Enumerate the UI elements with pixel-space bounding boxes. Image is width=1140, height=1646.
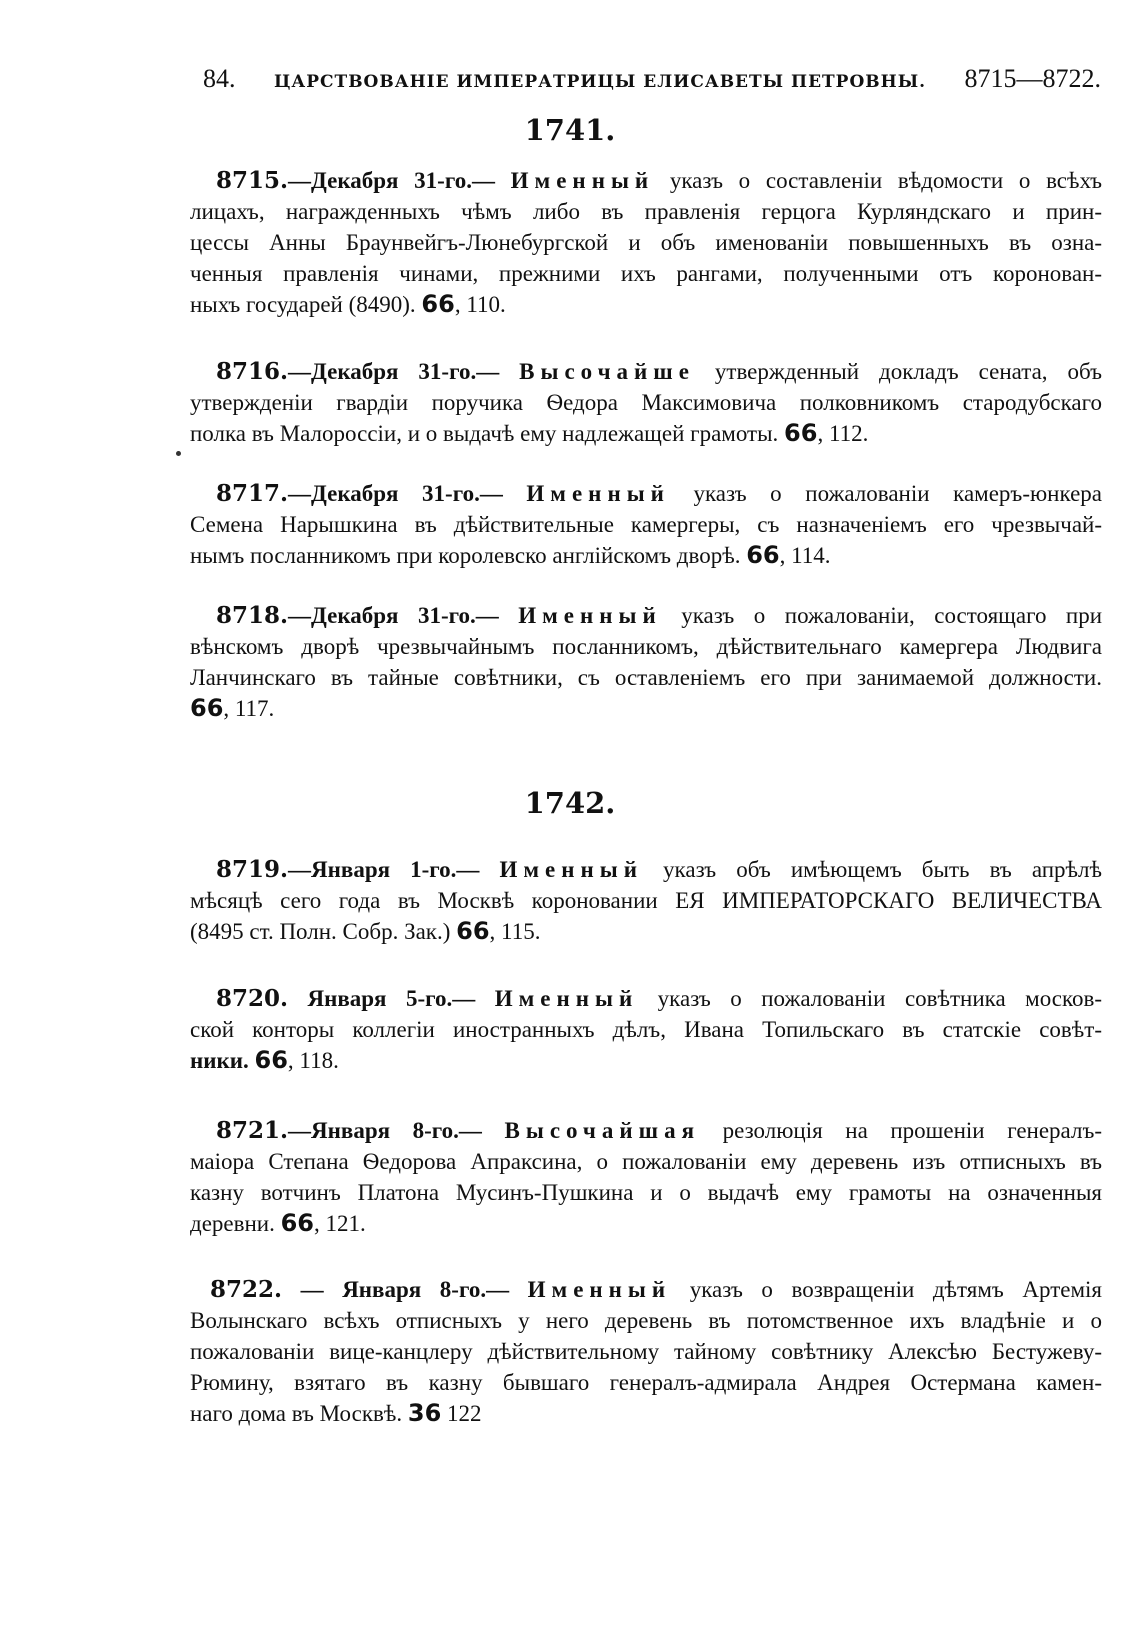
- entry-8717: [190, 478, 1102, 571]
- entry-line: [190, 1045, 1102, 1076]
- page-reference: , 118.: [287, 1048, 339, 1073]
- entry-number: 8720.: [216, 985, 289, 1012]
- entry-line: [190, 1398, 1102, 1429]
- entry-line: лицахъ, награжденныхъ чѣмъ либо въ правленiя герцога Курляндскаго и прин-: [190, 199, 1102, 224]
- entry-line: [190, 916, 1102, 947]
- speck-mark: [176, 451, 181, 456]
- entry-8718: [190, 600, 1102, 724]
- entry-line: [190, 1115, 1102, 1146]
- entry-date: —Декабря 31-го.—: [288, 359, 500, 384]
- entry-line: утвержденiи гвардiи поручика Ѳедора Максимовича полковникомъ стародубскаго: [190, 390, 1102, 415]
- page-reference: , 121.: [314, 1211, 366, 1236]
- page-reference: , 117.: [223, 696, 275, 721]
- entry-text: указъ о пожалованiи камеръ-юнкера: [693, 481, 1102, 506]
- entry-8719: [190, 854, 1102, 947]
- entry-8720: [190, 983, 1102, 1076]
- entry-line: Волынскаго всѣхъ отписныхъ у него деревень въ потомственное ихъ владѣнiе и о: [190, 1308, 1102, 1333]
- entry-line: [190, 693, 1102, 724]
- entry-text: резолюцiя на прошенiи генералъ-: [722, 1118, 1102, 1143]
- entry-8721: [190, 1115, 1102, 1239]
- entry-date: —Января 1-го.—: [288, 857, 480, 882]
- year-heading-1741: 1741.: [524, 113, 616, 147]
- entry-line: казну вотчинъ Платона Мусинъ-Пушкина и о выдачѣ ему грамоты на означенныя: [190, 1180, 1102, 1205]
- volume-number: 66: [280, 1209, 315, 1237]
- entry-line: [190, 1208, 1102, 1239]
- volume-number: 36: [407, 1399, 442, 1427]
- entry-text: указъ о возвращенiи дѣтямъ Артемiя: [689, 1277, 1102, 1302]
- entry-8716: [190, 356, 1102, 449]
- entry-text: утвержденный докладъ сената, объ: [714, 359, 1102, 384]
- entry-date: Января 5-го.—: [288, 986, 476, 1011]
- entry-number: 8718.: [216, 602, 289, 629]
- entry-line: [190, 854, 1102, 885]
- entry-8722: [190, 1274, 1102, 1429]
- entry-kind: Высочайше: [519, 359, 695, 384]
- entry-line: [190, 983, 1102, 1014]
- page-reference: , 114.: [779, 543, 831, 568]
- entry-kind: Именный: [499, 857, 643, 882]
- entry-text: указъ о пожалованiи совѣтника москов-: [657, 986, 1103, 1011]
- page-reference: , 110.: [454, 292, 506, 317]
- entry-date: —Декабря 31-го.—: [288, 168, 495, 193]
- volume-number: 66: [746, 541, 780, 569]
- entry-line: цессы Анны Браунвейгъ-Люнебургской и объ именованiи повышенныхъ въ озна-: [190, 230, 1102, 255]
- entry-range: 8715—8722.: [964, 64, 1101, 93]
- entry-number: 8717.: [216, 480, 289, 507]
- entry-kind: Именный: [526, 481, 670, 506]
- entry-text: указъ объ имѣющемъ быть въ апрѣлѣ: [663, 857, 1102, 882]
- entry-text: (8495 ст. Полн. Собр. Зак.): [190, 919, 451, 944]
- entry-text: нымъ посланникомъ при королевско англiйскомъ дворѣ.: [190, 543, 741, 568]
- entry-number: 8719.: [216, 856, 289, 883]
- entry-kind: Именный: [510, 168, 655, 193]
- entry-line: маiора Степана Ѳедорова Апраксина, о пожалованiи ему деревень изъ отписныхъ въ: [190, 1149, 1102, 1174]
- entry-line: [190, 165, 1102, 196]
- entry-line: Семена Нарышкина въ дѣйствительные камергеры, съ назначенiемъ его чрезвычай-: [190, 512, 1102, 537]
- running-title: ЦАРСТВОВАНIЕ ИМПЕРАТРИЦЫ ЕЛИСАВЕТЫ ПЕТРОВНЫ.: [273, 72, 927, 92]
- entry-line: ской конторы коллегiи иностранныхъ дѣлъ, Ивана Топильскаго въ статскiе совѣт-: [190, 1017, 1102, 1042]
- entry-number: 8715.: [216, 167, 289, 194]
- entry-line: [190, 1274, 1102, 1305]
- entry-line: Рюмину, взятаго въ казну бывшаго генералъ-адмирала Андрея Остермана камен-: [190, 1370, 1102, 1395]
- entry-number: 8722.: [210, 1276, 283, 1303]
- volume-number: 66: [421, 290, 455, 318]
- entry-line: вѣнскомъ дворѣ чрезвычайнымъ посланникомъ, дѣйствительнаго камергера Людвига: [190, 634, 1102, 659]
- volume-number: 66: [456, 917, 490, 945]
- entry-text: наго дома въ Москвѣ.: [190, 1401, 403, 1426]
- entry-line: пожалованiи вице-канцлеру дѣйствительному тайному совѣтнику Алексѣю Бестужеву-: [190, 1339, 1102, 1364]
- entry-number: 8716.: [216, 358, 289, 385]
- entry-text: деревни.: [190, 1211, 275, 1236]
- entry-kind: Именный: [518, 603, 662, 628]
- entry-line: ченныя правленiя чинами, прежними ихъ рангами, полученными отъ коронован-: [190, 261, 1102, 286]
- entry-number: 8721.: [216, 1117, 289, 1144]
- entry-line: мѣсяцѣ сего года въ Москвѣ короновании ЕЯ ИМПЕРАТОРСКАГО ВЕЛИЧЕСТВА: [190, 888, 1102, 913]
- entry-line: [190, 418, 1102, 449]
- volume-number: 66: [190, 694, 224, 722]
- entry-line: [190, 540, 1102, 571]
- entry-8715: [190, 165, 1102, 320]
- entry-kind: Высочайшая: [504, 1118, 701, 1143]
- entry-kind: Именный: [494, 986, 639, 1011]
- entry-line: [190, 478, 1102, 509]
- page-number: 84.: [203, 64, 236, 93]
- entry-text: ныхъ государей (8490).: [190, 292, 416, 317]
- entry-date: — Января 8-го.—: [282, 1277, 510, 1302]
- entry-text: указъ о составленiи вѣдомости о всѣхъ: [669, 168, 1103, 193]
- page-reference: 122: [441, 1401, 482, 1426]
- volume-number: 66: [254, 1046, 288, 1074]
- entry-text: ники.: [190, 1048, 249, 1073]
- entry-line: Ланчинскаго въ тайные совѣтники, съ оставленiемъ его при занимаемой должности.: [190, 665, 1102, 690]
- page-header: [203, 64, 1101, 104]
- entry-date: —Декабря 31-го.—: [288, 603, 499, 628]
- volume-number: 66: [784, 419, 818, 447]
- entry-text: указъ о пожалованiи, состоящаго при: [681, 603, 1103, 628]
- entry-date: —Декабря 31-го.—: [288, 481, 503, 506]
- entry-line: [190, 356, 1102, 387]
- page-reference: , 112.: [817, 421, 869, 446]
- entry-line: [190, 289, 1102, 320]
- entry-line: [190, 600, 1102, 631]
- page-reference: , 115.: [489, 919, 541, 944]
- year-heading-1742: 1742.: [524, 786, 616, 820]
- entry-text: полка въ Малороссiи, и о выдачѣ ему надлежащей грамоты.: [190, 421, 779, 446]
- entry-date: —Января 8-го.—: [288, 1118, 482, 1143]
- entry-kind: Именный: [527, 1277, 672, 1302]
